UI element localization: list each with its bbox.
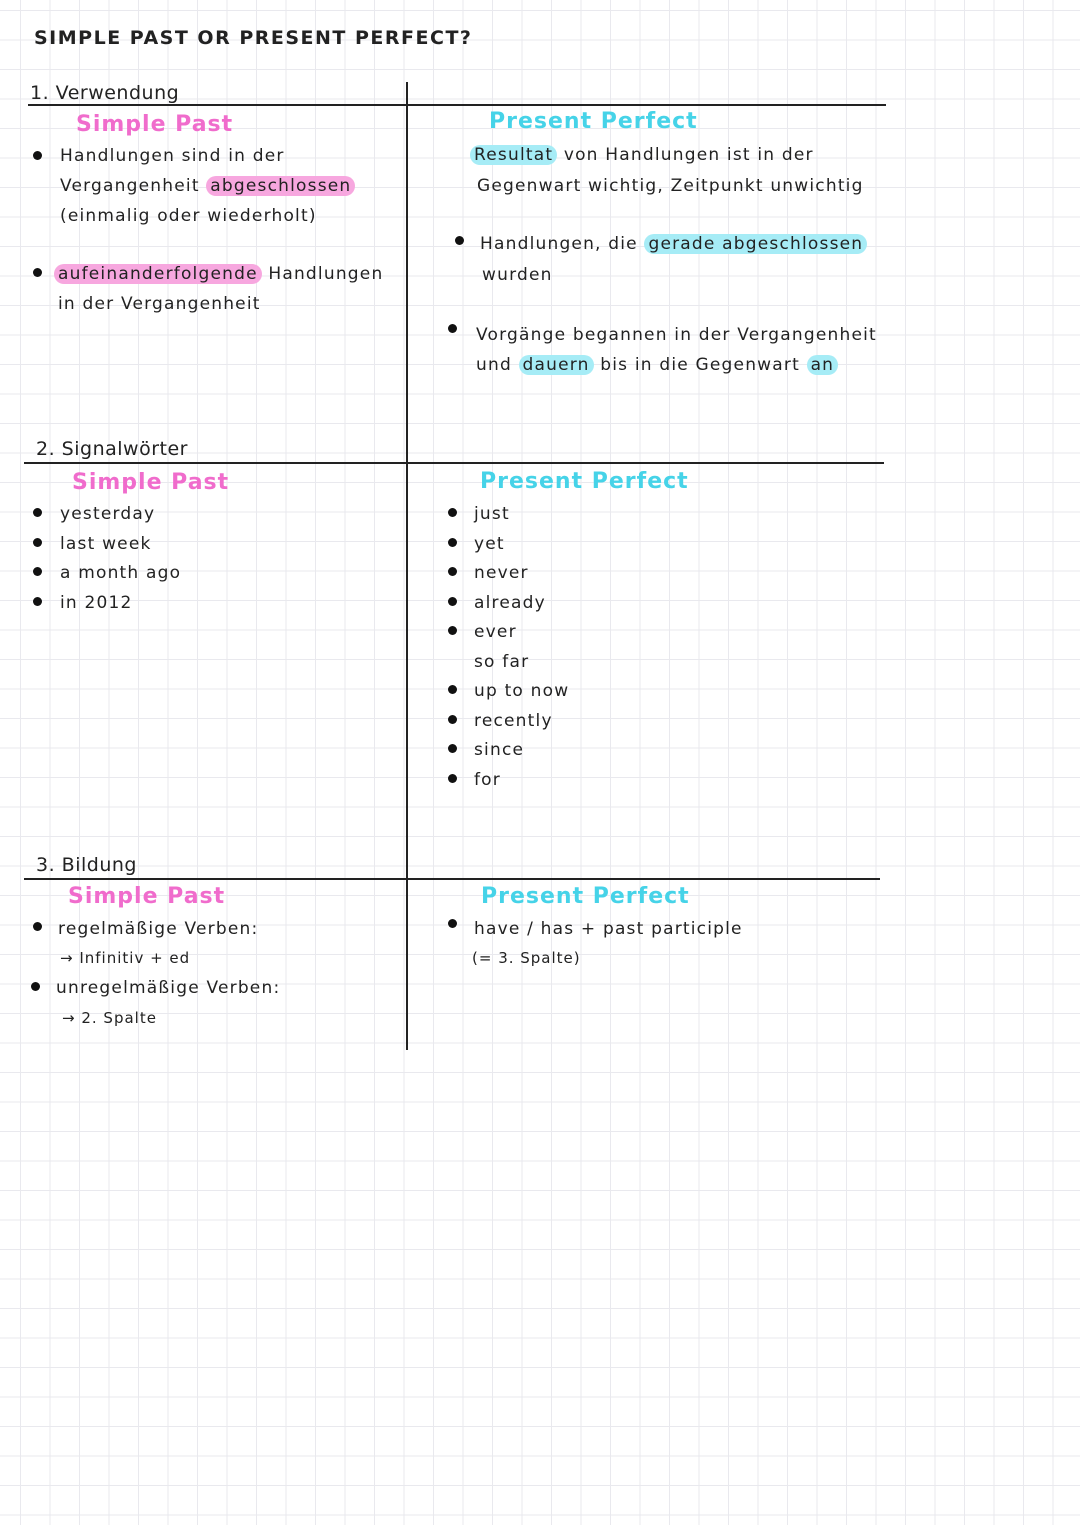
- divider-signal-words: [24, 462, 884, 464]
- highlight-blue: gerade abgeschlossen: [644, 234, 867, 254]
- signal-word: since: [474, 740, 525, 760]
- signal-word: just: [474, 504, 510, 524]
- signal-word: recently: [474, 710, 553, 731]
- section-heading-formation: 3. Bildung: [36, 854, 137, 876]
- signal-word: in 2012: [60, 592, 133, 613]
- usage-pp-item1-text: von Handlungen ist in der: [557, 145, 814, 165]
- usage-sp-item1-text: Vergangenheit: [60, 176, 207, 196]
- highlight-pink: aufeinanderfolgende: [54, 264, 262, 284]
- bullet-icon: [33, 508, 42, 517]
- usage-pp-item2-line1: [480, 234, 867, 254]
- signal-word: a month ago: [60, 563, 182, 583]
- signal-word: for: [474, 769, 501, 790]
- usage-pp-item3-text: und: [476, 355, 519, 375]
- signal-word: up to now: [474, 681, 570, 701]
- formation-pp-item1-sub: (= 3. Spalte): [472, 949, 581, 967]
- bullet-icon: [33, 151, 42, 160]
- present-perfect-heading: Present Perfect: [480, 469, 689, 494]
- usage-sp-item2-line2: in der Vergangenheit: [58, 294, 261, 314]
- bullet-icon: [448, 567, 457, 576]
- formation-pp-item1: have / has + past participle: [474, 919, 743, 939]
- present-perfect-heading: Present Perfect: [481, 884, 690, 909]
- usage-sp-item1-line1: Handlungen sind in der: [60, 146, 285, 166]
- signal-word: already: [474, 592, 546, 613]
- bullet-icon: [448, 744, 457, 753]
- signal-word: yet: [474, 533, 505, 554]
- bullet-icon: [448, 685, 457, 694]
- section-heading-signal-words: 2. Signalwörter: [36, 438, 188, 460]
- usage-pp-item3-line2: [476, 355, 838, 375]
- usage-sp-item1-line3: (einmalig oder wiederholt): [60, 206, 317, 226]
- usage-pp-item1-line1: [470, 145, 814, 165]
- highlight-blue: an: [807, 355, 839, 375]
- formation-sp-item2-sub: → 2. Spalte: [62, 1009, 157, 1027]
- bullet-icon: [448, 597, 457, 606]
- highlight-pink: abgeschlossen: [206, 176, 355, 196]
- bullet-icon: [33, 567, 42, 576]
- bullet-icon: [33, 597, 42, 606]
- bullet-icon: [448, 919, 457, 928]
- divider-formation: [24, 878, 880, 880]
- bullet-icon: [33, 922, 42, 931]
- bullet-icon: [31, 982, 40, 991]
- bullet-icon: [448, 715, 457, 724]
- bullet-icon: [448, 324, 457, 333]
- bullet-icon: [33, 538, 42, 547]
- usage-pp-item3-text: bis in die Gegenwart: [593, 355, 807, 375]
- formation-sp-item1-sub: → Infinitiv + ed: [60, 949, 191, 967]
- signal-word: ever: [474, 622, 517, 642]
- simple-past-heading: Simple Past: [68, 884, 226, 909]
- usage-pp-item3-line1: Vorgänge begannen in der Vergangenheit: [476, 325, 877, 345]
- bullet-icon: [448, 774, 457, 783]
- page-title: SIMPLE PAST OR PRESENT PERFECT?: [34, 27, 473, 49]
- signal-word: so far: [474, 651, 530, 672]
- usage-pp-item2-text: Handlungen, die: [480, 234, 645, 254]
- formation-sp-item1: regelmäßige Verben:: [58, 919, 259, 939]
- section-heading-usage: 1. Verwendung: [30, 82, 180, 104]
- bullet-icon: [455, 236, 464, 245]
- bullet-icon: [448, 508, 457, 517]
- bullet-icon: [448, 626, 457, 635]
- divider-usage: [28, 104, 886, 106]
- simple-past-heading: Simple Past: [72, 470, 230, 495]
- usage-sp-item2-line1: [54, 264, 383, 284]
- column-divider: [406, 82, 408, 1050]
- bullet-icon: [448, 538, 457, 547]
- signal-word: last week: [60, 533, 152, 554]
- present-perfect-heading: Present Perfect: [489, 109, 698, 134]
- usage-pp-item2-line2: wurden: [482, 265, 553, 285]
- usage-sp-item1-line2: [60, 176, 355, 196]
- signal-word: never: [474, 563, 529, 583]
- usage-sp-item2-text: Handlungen: [261, 264, 384, 284]
- bullet-icon: [33, 268, 42, 277]
- simple-past-heading: Simple Past: [76, 112, 234, 137]
- highlight-blue: dauern: [519, 355, 594, 375]
- signal-word: yesterday: [60, 504, 156, 524]
- formation-sp-item2: unregelmäßige Verben:: [56, 978, 281, 998]
- usage-pp-item1-line2: Gegenwart wichtig, Zeitpunkt unwichtig: [477, 176, 864, 196]
- highlight-blue: Resultat: [470, 145, 557, 165]
